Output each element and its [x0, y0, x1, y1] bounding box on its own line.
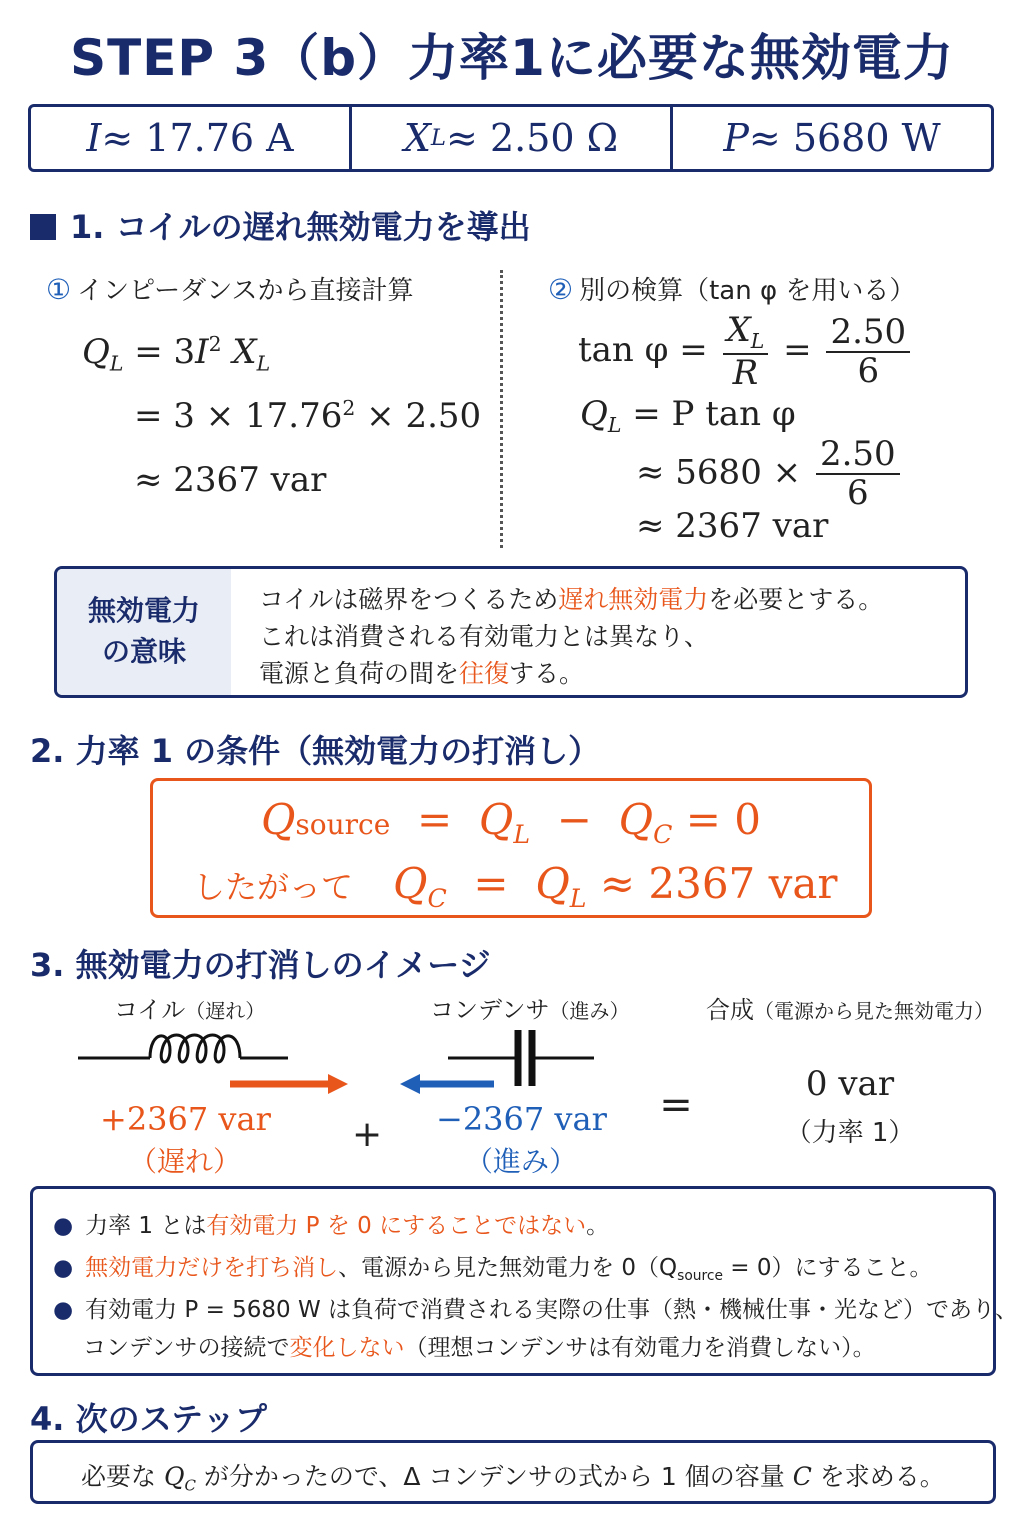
method1-eq1: $Q_L = 3I^2$ $X_L$: [82, 332, 271, 376]
coil-value: +2367 var: [100, 1100, 271, 1138]
coil-label: コイル（遅れ）: [114, 996, 266, 1024]
condition-box: [150, 778, 872, 918]
arrow-left-icon: [400, 1074, 494, 1094]
note-item: ● 有効電力 P = 5680 W は負荷で消費される実際の仕事（熱・機械仕事・光など）であり、: [53, 1297, 1019, 1323]
result-note: （力率 1）: [785, 1118, 915, 1148]
note-item: ● 無効電力だけを打ち消し、電源から見た無効電力を $0(Q_{source} = 0)$にすること。: [53, 1255, 933, 1284]
note-item: ● 力率 1 とは有効電力 P を 0 にすることではない。: [53, 1213, 610, 1239]
capacitor-label: コンデンサ（進み）: [430, 996, 630, 1024]
section3-title: 3. 無効電力の打消しのイメージ: [30, 946, 491, 984]
coil-value-note: （遅れ）: [128, 1145, 241, 1178]
combined-label: 合成（電源から見た無効電力）: [706, 996, 994, 1024]
square-bullet-icon: [30, 214, 56, 240]
method2-eq3: ≈ 5680 × $\frac{2.50}{6}$: [636, 436, 904, 513]
meaning-label: 無効電力 の意味: [57, 569, 231, 695]
section2-title: 2. 力率 1 の条件（無効電力の打消し）: [30, 732, 601, 770]
notes-box: [30, 1186, 1019, 1376]
method1-heading: ① インピーダンスから直接計算: [46, 273, 414, 306]
method2-eq4: ≈ 2367 var: [636, 506, 829, 546]
summary-current: I ≈ 17.76 A: [31, 107, 352, 169]
plus-sign: +: [352, 1114, 383, 1155]
summary-bar: [28, 104, 994, 172]
next-step-box: [30, 1440, 996, 1504]
coil-symbol-icon: [78, 1035, 288, 1062]
summary-reactance: X L ≈ 2.50 Ω: [352, 107, 673, 169]
page-title: STEP 3（b）力率1に必要な無効電力: [70, 29, 954, 87]
capacitor-value-note: （進み）: [464, 1145, 577, 1178]
summary-power: P ≈ 5680 W: [723, 116, 941, 160]
condition-eq2: したがって $Q_C = Q_L \approx 2367$ var: [193, 859, 838, 913]
section4-title: 4. 次のステップ: [30, 1400, 267, 1438]
arrow-right-icon: [230, 1074, 348, 1094]
condition-eq1: Qsource = $Q_L - Q_C = 0$: [260, 795, 762, 849]
method2-heading: ② 別の検算（tan φ を用いる）: [548, 273, 916, 306]
method-divider: [500, 270, 503, 548]
section1-title: 1. コイルの遅れ無効電力を導出: [30, 202, 531, 248]
next-step-text: 必要な $Q_C$ が分かったので、Δ コンデンサの式から 1 個の容量 C を求める。: [81, 1462, 945, 1495]
note-item-continued: コンデンサの接続で変化しない（理想コンデンサは有効電力を消費しない）。: [83, 1335, 876, 1361]
meaning-box: [54, 566, 968, 698]
capacitor-symbol-icon: [448, 1030, 594, 1086]
equals-sign: =: [659, 1082, 693, 1128]
method1-eq3: ≈ 2367 var: [134, 460, 327, 500]
method2-eq1: tan φ = $\frac{X_L}{R}$ = $\frac{2.50}{6}$: [578, 312, 914, 392]
method1-eq2: = $3 \times 17.76^2 \times 2.50$: [134, 396, 482, 437]
capacitor-value: −2367 var: [436, 1100, 607, 1138]
result-value: 0 var: [805, 1064, 895, 1104]
circuit-diagram: [70, 1020, 630, 1100]
method2-eq2: $Q_L = P$ tan φ: [580, 394, 796, 438]
meaning-text: コイルは磁界をつくるため遅れ無効電力を必要とする。 これは消費される有効電力とは異なり、 電源と負荷の間を往復する。: [259, 585, 884, 688]
